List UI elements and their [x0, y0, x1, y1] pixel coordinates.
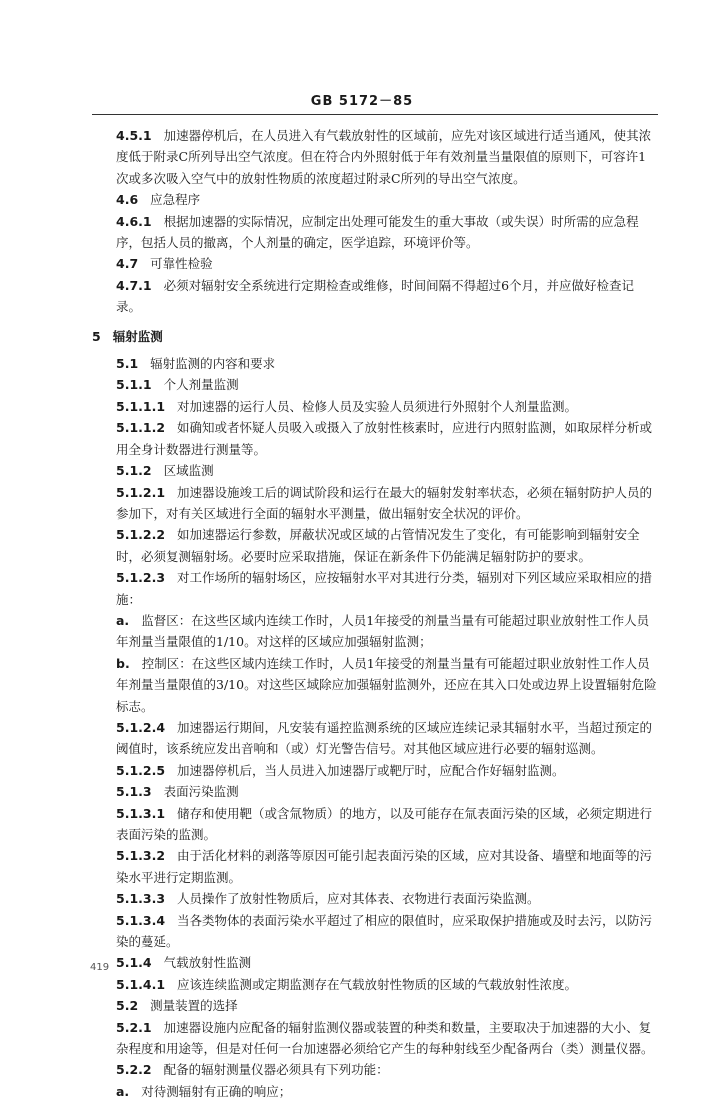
- paragraph-5-1-2-5: 5.1.2.5 加速器停机后，当人员进入加速器厅或靶厅时，应配合作好辐射监测。: [116, 762, 565, 778]
- paragraph-5-2-2: 5.2.2 配备的辐射测量仪器必须具有下列功能：: [116, 1062, 389, 1078]
- paragraph-5-2-1: 5.2.1 加速器设施内应配备的辐射监测仪器或装置的种类和数量，主要取决于加速器的大小、复杂程度和用途等，但是对任何一台加速器必须给它产生的每种射线至少配备两台（类）测量仪器。: [116, 1019, 654, 1057]
- paragraph-5-1-3-1: 5.1.3.1 储存和使用靶（或含氚物质）的地方，以及可能存在氚表面污染的区域，必须定期进行表面污染的监测。: [116, 805, 653, 842]
- paragraph-5-1-4-1: 5.1.4.1 应该连续监测或定期监测存在气载放射性物质的区域的气载放射性浓度。: [116, 976, 578, 992]
- heading-5-1-1: 5.1.1 个人剂量监测: [116, 377, 239, 393]
- heading-5-1-4: 5.1.4 气载放射性监测: [116, 955, 252, 971]
- paragraph-4-5-1: 4.5.1 加速器停机后，在人员进入有气载放射性的区域前，应先对该区域进行适当通风，使其浓度低于附录C所列导出空气浓度。但在符合内外照射低于年有效剂量当量限值的原则下，可容许1次或多次吸入空气中的放射性物质的浓度超过附录C所列的导出空气浓度。: [116, 128, 652, 186]
- heading-4-6: 4.6 应急程序: [116, 192, 201, 208]
- heading-4-7: 4.7 可靠性检验: [116, 256, 213, 272]
- heading-5-1: 5.1 辐射监测的内容和要求: [116, 356, 276, 372]
- heading-5-1-2: 5.1.2 区域监测: [116, 463, 214, 479]
- paragraph-4-7-1: 4.7.1 必须对辐射安全系统进行定期检查或维修，时间间隔不得超过6个月，并应做好检查记录。: [116, 277, 635, 315]
- page-number: 419: [90, 962, 110, 973]
- section-5-heading: 5 辐射监测: [92, 328, 163, 344]
- list-item-a-supervised: a. 监督区：在这些区域内连续工作时，人员1年接受的剂量当量有可能超过职业放射性工作人员年剂量当量限值的1/10。对这样的区域应加强辐射监测；: [116, 612, 650, 650]
- paragraph-5-1-1-2: 5.1.1.2 如确知或者怀疑人员吸入或摄入了放射性核素时，应进行内照射监测，如取尿样分析或用全身计数器进行测量等。: [116, 420, 653, 457]
- paragraph-5-1-3-3: 5.1.3.3 人员操作了放射性物质后，应对其体表、衣物进行表面污染监测。: [116, 891, 540, 907]
- paragraph-5-1-1-1: 5.1.1.1 对加速器的运行人员、检修人员及实验人员须进行外照射个人剂量监测。: [116, 398, 578, 414]
- heading-5-2: 5.2 测量装置的选择: [116, 998, 238, 1014]
- header-rule: [92, 114, 658, 115]
- paragraph-5-1-2-4: 5.1.2.4 加速器运行期间，凡安装有遥控监测系统的区域应连续记录其辐射水平，当超过预定的阈值时，该系统应发出音响和（或）灯光警告信号。对其他区域应进行必要的辐射巡测。: [116, 719, 653, 757]
- paragraph-5-1-2-1: 5.1.2.1 加速器设施竣工后的调试阶段和运行在最大的辐射发射率状态，必须在辐射防护人员的参加下，对有关区域进行全面的辐射水平测量，做出辐射安全状况的评价。: [116, 484, 653, 521]
- paragraph-4-6-1: 4.6.1 根据加速器的实际情况，应制定出处理可能发生的重大事故（或失误）时所需的应急程序，包括人员的撤离，个人剂量的确定，医学追踪，环境评价等。: [116, 213, 639, 251]
- paragraph-5-1-2-3: 5.1.2.3 对工作场所的辐射场区，应按辐射水平对其进行分类，辐别对下列区域应采取相应的措施：: [116, 570, 653, 607]
- document-body: [92, 125, 658, 1102]
- paragraph-5-1-3-4: 5.1.3.4 当各类物体的表面污染水平超过了相应的限值时，应采取保护措施或及时去污，以防污染的蔓延。: [116, 912, 653, 950]
- heading-5-1-3: 5.1.3 表面污染监测: [116, 784, 239, 800]
- paragraph-5-1-2-2: 5.1.2.2 如加速器运行参数，屏蔽状况或区域的占管情况发生了变化，有可能影响到辐射安全时，必须复测辐射场。必要时应采取措施，保证在新条件下仍能满足辐射防护的要求。: [116, 527, 640, 564]
- list-item-b-controlled: b. 控制区：在这些区域内连续工作时，人员1年接受的剂量当量有可能超过职业放射性工作人员年剂量当量限值的3/10。对这些区域除应加强辐射监测外，还应在其入口处或边界上设置辐射危险标志。: [116, 655, 657, 714]
- list-item-a-response: a. 对待测辐射有正确的响应；: [116, 1083, 292, 1099]
- page-header: GB 5172－85: [310, 94, 414, 109]
- paragraph-5-1-3-2: 5.1.3.2 由于活化材料的剥落等原因可能引起表面污染的区域，应对其设备、墙壁和地面等的污染水平进行定期监测。: [116, 848, 653, 885]
